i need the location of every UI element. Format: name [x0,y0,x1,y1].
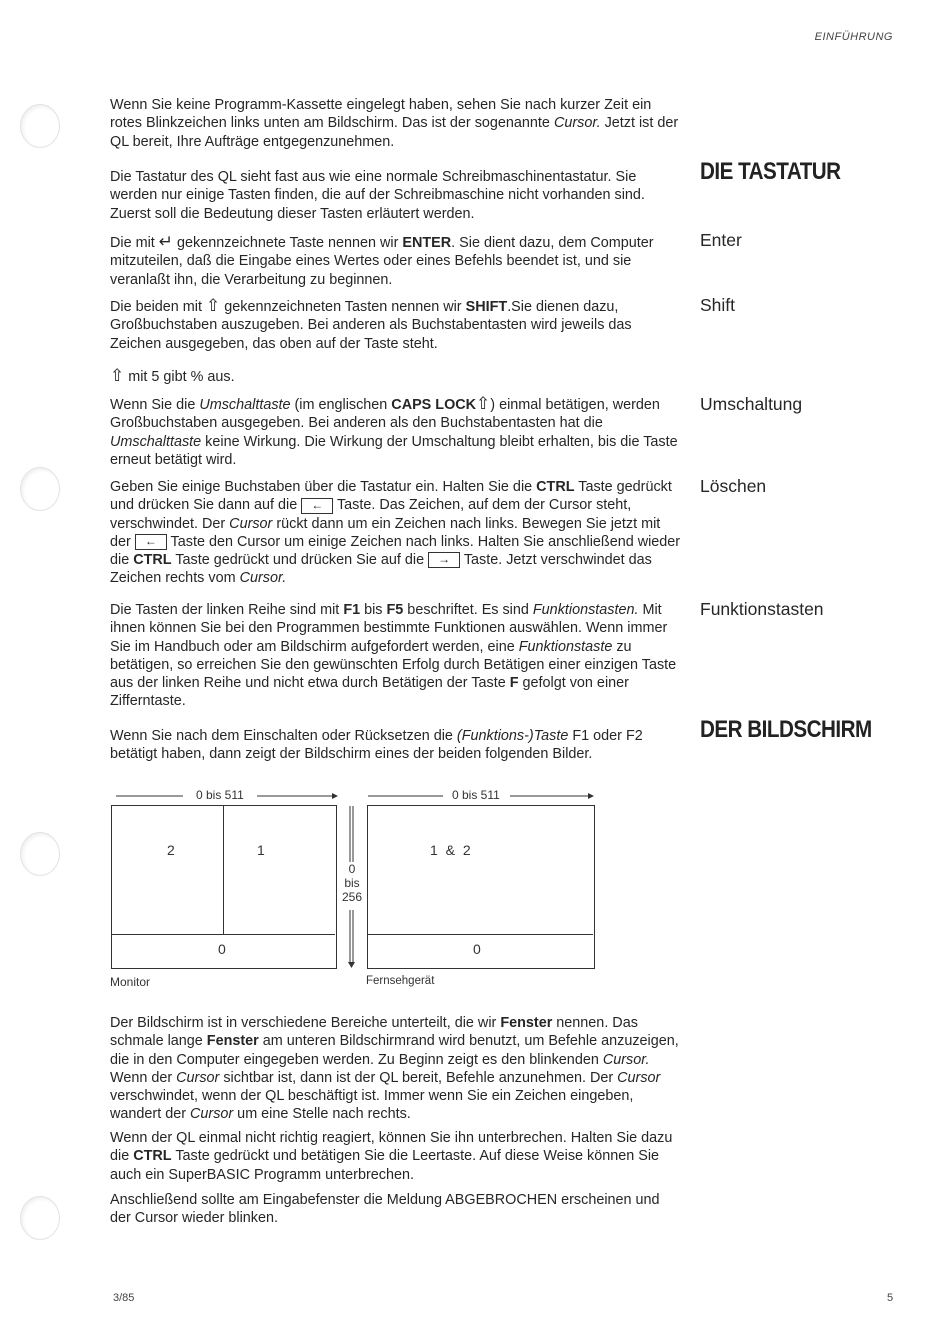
text: Die mit [110,235,159,251]
shift-key-icon: ⇧ [110,366,125,385]
term-cursor: Cursor [617,1069,661,1086]
height-label-line: bis [344,876,360,890]
height-label-line: 0 [348,862,356,876]
window-label: 1 & 2 [430,842,471,858]
text: Wenn Sie die [110,397,200,413]
arrow-down-icon [348,962,355,968]
term-fenster: Fenster [500,1015,553,1031]
term-funktionstaste: Funktionstaste [518,638,613,655]
term-cursor: Cursor. [239,570,287,587]
caption-tv: Fernsehgerät [366,975,435,987]
term-cursor: Cursor [176,1069,220,1086]
term-fenster: Fenster [206,1033,259,1050]
text: Taste gedrückt und betätigen Sie die Leertaste. Auf diese Weise können Sie auch ein SuperBASIC Programm unterbrechen. [110,1148,660,1183]
arrow-right-icon [588,793,594,799]
text: Wenn Sie keine Programm-Kassette eingelegt haben, sehen Sie nach kurzer Zeit ein rotes Blinkzeichen links unten am Bildschirm. Das ist der sogenannte [110,97,652,132]
left-arrow-key-icon: ← [135,534,167,550]
text: F1 oder F2 betätigt haben, dann zeigt der Bildschirm eines der beiden folgenden Bilder. [110,728,643,763]
term-cursor: Cursor. [553,115,601,132]
term-ctrl: CTRL [133,552,172,569]
heading-bildschirm: DER BILDSCHIRM [700,716,872,743]
footer-date: 3/85 [113,1292,135,1304]
width-label: 0 bis 511 [196,788,244,802]
paragraph-abgebrochen: Anschließend sollte am Eingabefenster die Meldung ABGEBROCHEN erscheinen und der Cursor wieder blinken. [110,1192,660,1227]
text: beschriftet. Es sind [403,602,533,618]
window-label: 2 [167,842,175,858]
caps-lock-icon: ⇧ [476,394,491,413]
text: (im englischen [290,397,392,413]
text: Jetzt ist der QL bereit, Ihre Aufträge entgegenzunehmen. [110,115,679,150]
text: nennen. Das schmale lange [110,1015,638,1050]
text: Wenn der [110,1069,177,1086]
term-cursor: Cursor [190,1106,234,1123]
term-shift: SHIFT [465,299,508,315]
term-f5: F5 [386,602,404,618]
paragraph-ctrl [110,1129,682,1184]
text: .Sie dienen dazu, Großbuchstaben auszugeben. Bei anderen als Buchstabentasten wird jeweils das Zeichen ausgegeben, das oben auf der Taste steht. [110,299,632,352]
arrow-right-icon [332,793,338,799]
term-caps-lock: CAPS LOCK [391,397,477,413]
text: bis [360,602,387,618]
shift-key-icon: ⇧ [206,296,221,315]
width-label: 0 bis 511 [452,788,500,802]
text: um eine Stelle nach rechts. [233,1106,411,1123]
text: gefolgt von einer Zifferntaste. [110,675,629,710]
text: Wenn der QL einmal nicht richtig reagiert, können Sie ihn unterbrechen. Halten Sie dazu die [110,1130,673,1165]
text: Der Bildschirm ist in verschiedene Bereiche unterteilt, die wir [110,1015,501,1031]
text: Taste. Jetzt verschwindet das Zeichen rechts vom [110,552,652,587]
monitor-divider [223,934,335,935]
term-ctrl: CTRL [133,1148,172,1165]
text: Taste den Cursor um einige Zeichen nach links. Halten Sie anschließend wieder die [110,533,681,569]
text: Geben Sie einige Buchstaben über die Tastatur ein. Halten Sie die [110,479,537,495]
text: Wenn Sie nach dem Einschalten oder Rücksetzen die [110,728,457,744]
text: am unteren Bildschirmrand wird benutzt, um Befehle anzuzeigen, die in den Computer eingegeben werden. Zu Beginn zeigt es den blinkenden [110,1033,679,1068]
text: zu betätigen, so erreichen Sie den gewünschten Erfolg durch Betätigen einer einzigen Taste aus der linken Reihe und nicht etwa durch Betätigen der Taste [110,638,677,692]
term-umschalttaste: Umschalttaste [110,433,202,450]
height-label [340,862,364,904]
running-header: EINFÜHRUNG [814,31,893,43]
paragraph-tastatur: Die Tastatur des QL sieht fast aus wie eine normale Schreibmaschinentastatur. Sie werden nur einige Tasten finden, die auf der Schreibmaschine nicht vorhanden sind. Zuerst soll die Bedeutung dieser Tasten erläutert werden. [110,169,645,222]
term-umschalttaste: Umschalttaste [199,397,291,413]
margin-label-umschaltung: Umschaltung [700,394,803,414]
window-label: 0 [218,941,226,957]
margin-label-shift: Shift [700,295,736,315]
text: keine Wirkung. Die Wirkung der Umschaltung bleibt erhalten, bis die Taste erneut betätigt wird. [110,433,678,468]
page-number: 5 [887,1292,894,1304]
caption-monitor: Monitor [110,975,151,989]
text: ) einmal betätigen, werden Großbuchstaben ausgegeben. Bei anderen als den Buchstabentasten hat die [110,397,660,432]
margin-label-loeschen: Löschen [700,476,767,496]
monitor-window-2 [111,805,224,935]
term-ctrl: CTRL [536,479,575,495]
term-cursor: Cursor. [602,1051,650,1068]
text: Taste gedrückt und drücken Sie dann auf die [110,479,672,514]
term-enter: ENTER [402,235,452,251]
text: Taste gedrückt und drücken Sie auf die [171,552,429,569]
text: mit 5 gibt % aus. [124,369,235,385]
term-funktionstasten: Funktionstasten. [532,602,639,618]
term-f1: F1 [343,602,361,618]
text: Die Tasten der linken Reihe sind mit [110,602,344,618]
text: verschwindet, wenn der QL beschäftigt ist. Immer wenn Sie ein Zeichen eingeben, wandert der [110,1088,634,1123]
margin-label-enter: Enter [700,230,742,250]
text: Taste. Das Zeichen, auf dem der Cursor steht, verschwindet. Der [110,497,632,532]
margin-label-funktionstasten: Funktionstasten [700,599,824,619]
tv-divider [367,934,593,935]
height-label-line: 256 [341,890,363,904]
window-label: 1 [257,842,265,858]
text: gekennzeichneten Tasten nennen wir [220,299,466,315]
paragraph-fenster [110,1014,682,1124]
window-label: 0 [473,941,481,957]
heading-tastatur: DIE TASTATUR [700,158,841,185]
text: rückt dann um ein Zeichen nach links. Bewegen Sie jetzt mit der [110,515,661,550]
text: gekennzeichnete Taste nennen wir [173,235,403,251]
term-cursor: Cursor [229,515,273,532]
left-arrow-key-icon: ← [301,498,333,514]
term-funktionstaste: (Funktions-)Taste [456,728,569,744]
text: Mit ihnen können Sie bei den Programmen bestimmte Funktionen auswählen. Wenn immer Sie im Handbuch oder am Bildschirm aufgefordert werden, eine [110,602,668,655]
text: sichtbar ist, dann ist der QL bereit, Befehle anzunehmen. Der [219,1069,618,1086]
tv-screen [367,805,595,969]
enter-key-icon: ↵ [158,232,174,251]
text: . Sie dient dazu, dem Computer mitzuteilen, daß die Eingabe eines Wertes oder eines Befehls beendet ist, und sie veranlaßt ihn, die Verarbeitung zu beginnen. [110,235,654,288]
text: Die beiden mit [110,299,206,315]
term-f: F [509,675,519,692]
right-arrow-key-icon: → [428,552,460,568]
